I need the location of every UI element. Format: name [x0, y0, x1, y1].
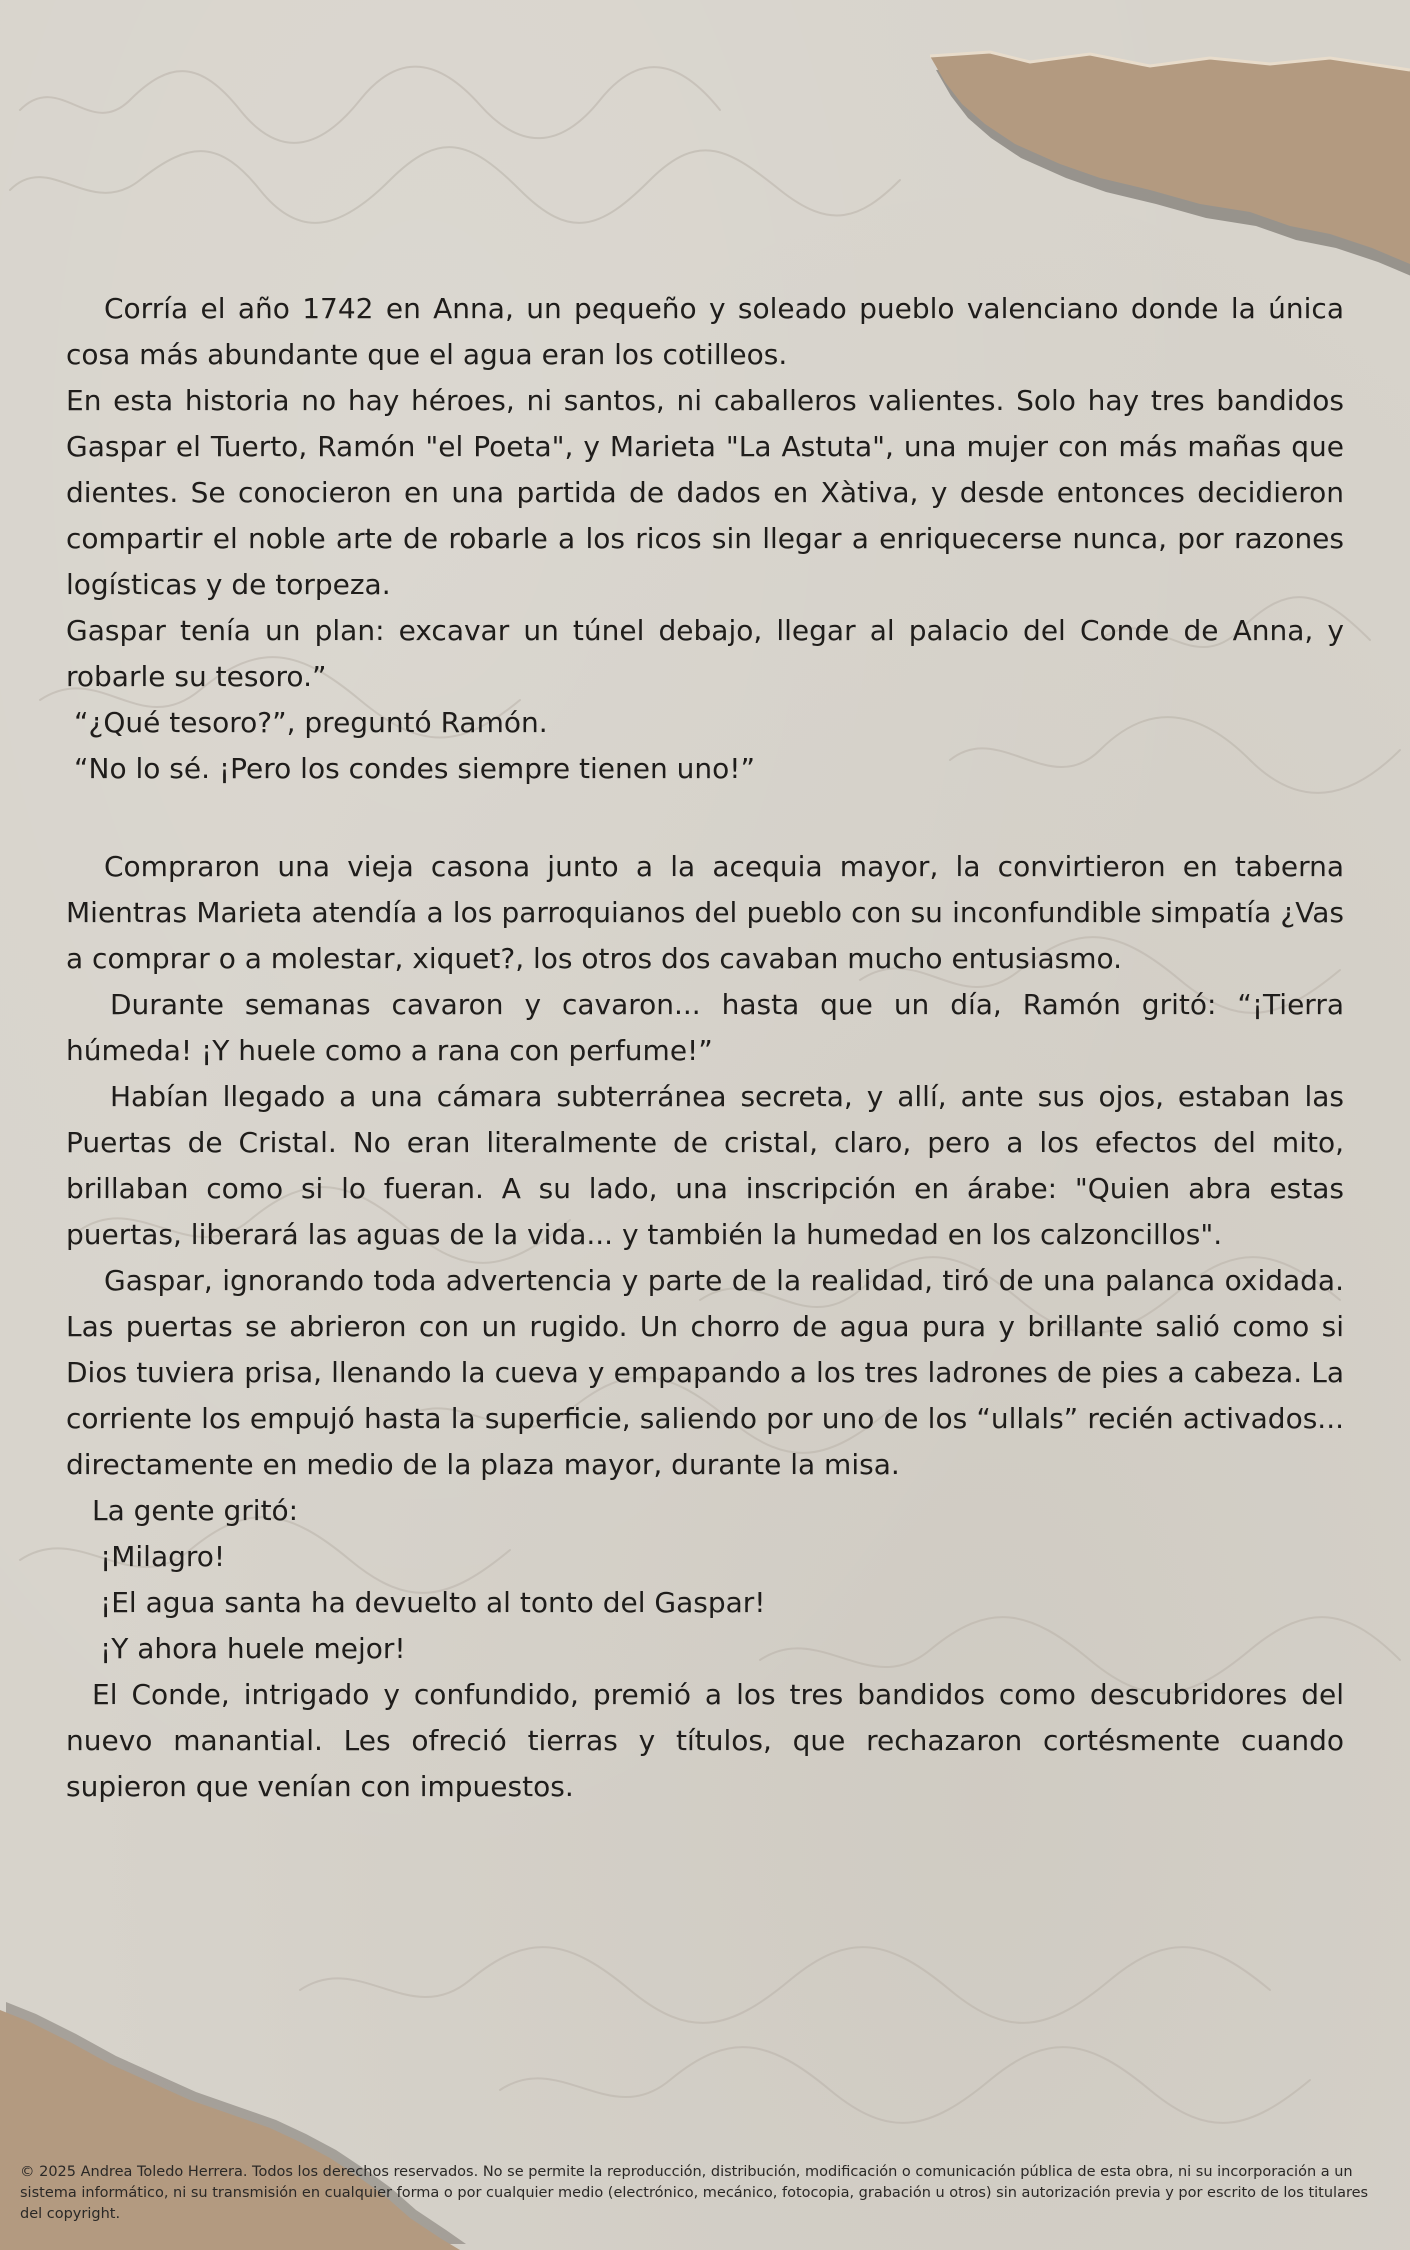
copyright-notice: © 2025 Andrea Toledo Herrera. Todos los derechos reservados. No se permite la reproducción, distribución, modificación o comunicación pública de esta obra, ni su incorporación a un sistema informático, ni su transmisión en cualquier forma o por cualquier medio (electrónico, mecánico, fotocopia, grabación u otros) sin autorización previa y por escrito de los titulares del copyright. [20, 2164, 1369, 2222]
paragraph: “¿Qué tesoro?”, preguntó Ramón. [74, 706, 548, 739]
paragraph: Gaspar, ignorando toda advertencia y parte de la realidad, tiró de una palanca oxidada. Las puertas se abrieron con un rugido. Un chorro de agua pura y brillante salió como si Dios tuviera prisa, llenando la cueva y empapando a los tres ladrones de pies a cabeza. La corriente los empujó hasta la superficie, saliendo por uno de los “ullals” recién activados... directamente en medio de la plaza mayor, durante la misa. [66, 1264, 1344, 1481]
paragraph: Durante semanas cavaron y cavaron... hasta que un día, Ramón gritó: “¡Tierra húmeda! ¡Y huele como a rana con perfume!” [66, 988, 1344, 1067]
paragraph: Compraron una vieja casona junto a la acequia mayor, la convirtieron en taberna Mientras Marieta atendía a los parroquianos del pueblo con su inconfundible simpatía ¿Vas a comprar o a molestar, xiquet?, los otros dos cavaban mucho entusiasmo. [66, 850, 1344, 975]
paragraph: ¡Milagro! [100, 1540, 226, 1573]
paragraph: ¡El agua santa ha devuelto al tonto del Gaspar! [100, 1586, 766, 1619]
paragraph: Habían llegado a una cámara subterránea secreta, y allí, ante sus ojos, estaban las Puertas de Cristal. No eran literalmente de cristal, claro, pero a los efectos del mito, brillaban como si lo fueran. A su lado, una inscripción en árabe: "Quien abra estas puertas, liberará las aguas de la vida... y también la humedad en los calzoncillos". [66, 1080, 1344, 1251]
torn-paper-top [0, 0, 1410, 300]
paragraph: En esta historia no hay héroes, ni santos, ni caballeros valientes. Solo hay tres bandidos Gaspar el Tuerto, Ramón "el Poeta", y Marieta "La Astuta", una mujer con más mañas que dientes. Se conocieron en una partida de dados en Xàtiva, y desde entonces decidieron compartir el noble arte de robarle a los ricos sin llegar a enriquecerse nunca, por razones logísticas y de torpeza. [66, 384, 1344, 601]
paragraph: ¡Y ahora huele mejor! [100, 1632, 406, 1665]
paragraph: Corría el año 1742 en Anna, un pequeño y soleado pueblo valenciano donde la única cosa más abundante que el agua eran los cotilleos. [66, 292, 1344, 371]
paragraph: “No lo sé. ¡Pero los condes siempre tienen uno!” [74, 752, 755, 785]
story-text [66, 286, 1344, 1810]
paragraph: Gaspar tenía un plan: excavar un túnel debajo, llegar al palacio del Conde de Anna, y robarle su tesoro.” [66, 614, 1344, 693]
paragraph: El Conde, intrigado y confundido, premió a los tres bandidos como descubridores del nuevo manantial. Les ofreció tierras y títulos, que rechazaron cortésmente cuando supieron que venían con impuestos. [66, 1678, 1344, 1803]
paragraph: La gente gritó: [92, 1494, 299, 1527]
